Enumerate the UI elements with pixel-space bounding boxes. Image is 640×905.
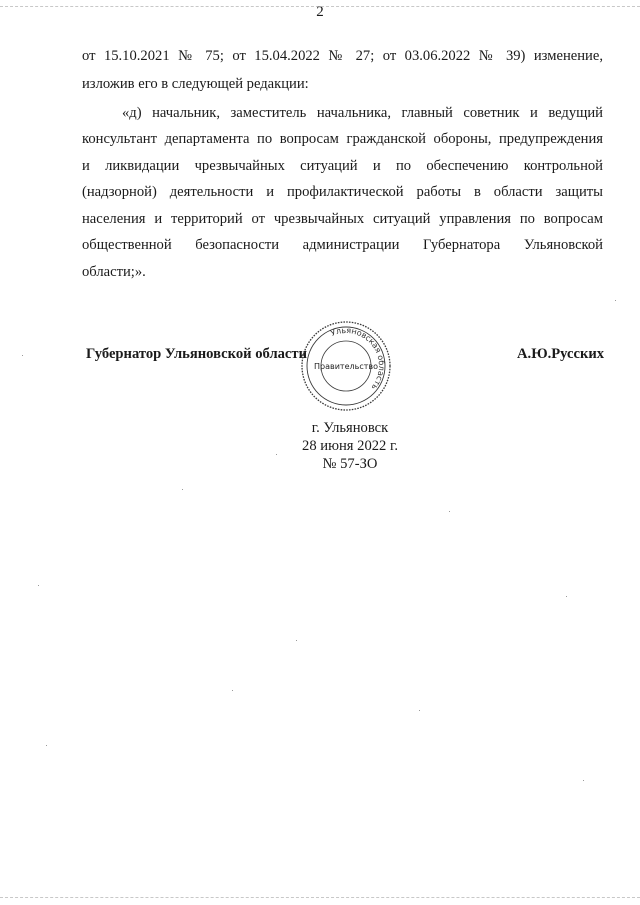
body-line: изложив его в следующей редакции: [82, 76, 309, 92]
scan-speck [38, 585, 39, 586]
body-line: и ликвидации чрезвычайных ситуаций и по обеспечению контрольной [82, 158, 603, 174]
act-date: 28 июня 2022 г. [302, 438, 398, 454]
scan-speck [449, 511, 450, 512]
scan-speck [182, 489, 183, 490]
scan-speck [419, 710, 420, 711]
body-line: населения и территорий от чрезвычайных ситуаций управления по вопросам [82, 211, 603, 227]
stamp-center-text: Правительство [314, 362, 378, 371]
body-line: (надзорной) деятельности и профилактической работы в области защиты [82, 184, 603, 200]
scan-speck [232, 690, 233, 691]
signatory-name: А.Ю.Русских [517, 346, 605, 362]
scan-speck [22, 355, 23, 356]
body-line: «д) начальник, заместитель начальника, главный советник и ведущий [122, 105, 603, 121]
scan-edge-bottom [0, 897, 640, 899]
official-stamp [300, 320, 392, 412]
page-number: 2 [316, 4, 324, 20]
scan-speck [276, 454, 277, 455]
scan-speck [46, 745, 47, 746]
signatory-position: Губернатор Ульяновской области [86, 346, 307, 362]
stamp-ring-text: Ульяновская область [329, 325, 387, 392]
scan-speck [583, 780, 584, 781]
body-line: консультант департамента по вопросам гражданской обороны, предупреждения [82, 131, 603, 147]
scan-speck [615, 300, 616, 301]
body-line: области;». [82, 264, 146, 280]
place-date-block [270, 419, 430, 473]
scan-speck [296, 640, 297, 641]
scan-speck [566, 596, 567, 597]
body-line: от 15.10.2021 № 75; от 15.04.2022 № 27; от 03.06.2022 № 39) изменение, [82, 48, 603, 64]
place-city: г. Ульяновск [311, 420, 389, 436]
body-line: общественной безопасности администрации Губернатора Ульяновской [82, 237, 603, 253]
act-number: № 57-ЗО [322, 456, 378, 472]
